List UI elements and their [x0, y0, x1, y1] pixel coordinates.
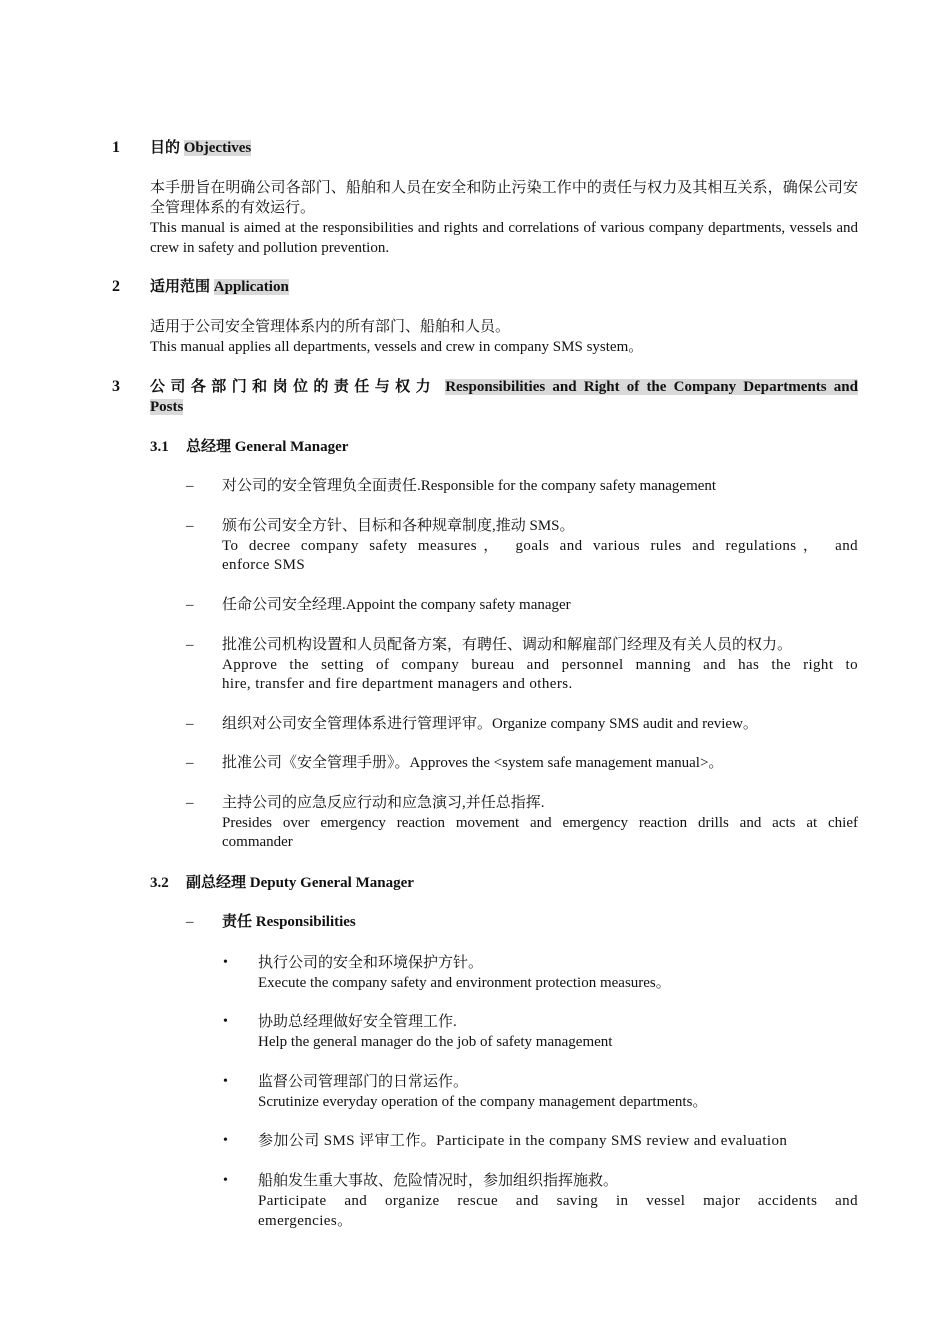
- item-text-en: Presides over emergency reaction movement and emergency reaction drills and acts at chief: [222, 814, 858, 831]
- bullet-text-en: Participate and organize rescue and saving in vessel major accidents and: [258, 1193, 858, 1209]
- item-text-en-cont: commander: [222, 834, 293, 850]
- dash-marker: –: [186, 597, 194, 613]
- item-text-zh: 颁布公司安全方针、目标和各种规章制度,推动 SMS。: [222, 518, 575, 534]
- bullet-text-en: Scrutinize everyday operation of the company management departments。: [258, 1094, 708, 1110]
- section-title-zh: 目的: [150, 140, 184, 156]
- section-title-en-cont: Posts: [150, 399, 184, 415]
- dash-marker: –: [186, 755, 194, 771]
- item-text-en-cont: enforce SMS: [222, 557, 306, 573]
- section-number: 1: [112, 139, 120, 156]
- dash-marker: –: [186, 478, 194, 494]
- section-title-zh: 公司各部门和岗位的责任与权力: [150, 379, 446, 395]
- section-title-en: Responsibilities and Right of the Company Departments and: [445, 379, 858, 395]
- bullet-marker: •: [223, 1014, 228, 1029]
- subsection-3-1-heading: [150, 437, 850, 457]
- paragraph-en: This manual applies all departments, vessels and crew in company SMS system。: [150, 339, 644, 355]
- responsibilities-label: 责任 Responsibilities: [222, 914, 356, 930]
- bullet-text-zh: 执行公司的安全和环境保护方针。: [258, 955, 484, 971]
- paragraph-zh: 本手册旨在明确公司各部门、船舶和人员在安全和防止污染工作中的责任与权力及其相互关系，确保公司安全管理体系的有效运行。: [150, 180, 858, 216]
- bullet-marker: •: [223, 1133, 228, 1148]
- section-title-en: Application: [213, 279, 289, 295]
- item-text-zh: 批准公司机构设置和人员配备方案，有聘任、调动和解雇部门经理及有关人员的权力。: [222, 637, 793, 653]
- bullet-text-en: Help the general manager do the job of safety management: [258, 1034, 613, 1050]
- section-title-en: Objectives: [183, 140, 252, 156]
- bullet-marker: •: [223, 955, 228, 970]
- bullet-marker: •: [223, 1173, 228, 1188]
- bullet-text-zh: 船舶发生重大事故、危险情况时，参加组织指挥施救。: [258, 1173, 619, 1189]
- item-text-en: To decree company safety measures， goals and various rules and regulations， and: [222, 537, 858, 554]
- section-number: 2: [112, 278, 120, 295]
- bullet-text-en-cont: emergencies。: [258, 1213, 353, 1229]
- subsection-number: 3.2: [150, 875, 169, 891]
- subsection-3-2-heading: [150, 873, 850, 893]
- dash-marker: –: [186, 716, 194, 732]
- item-text: 对公司的安全管理负全面责任.Responsible for the company safety management: [222, 478, 717, 494]
- section-number: 3: [112, 378, 120, 395]
- bullet-text-zh: 协助总经理做好安全管理工作.: [258, 1014, 457, 1030]
- dash-marker: –: [186, 518, 194, 534]
- item-text-en-cont: hire, transfer and fire department managers and others.: [222, 676, 573, 692]
- bullet-text-zh: 监督公司管理部门的日常运作。: [258, 1074, 469, 1090]
- section-title-zh: 适用范围: [150, 279, 214, 295]
- paragraph-en: This manual is aimed at the responsibilities and rights and correlations of various company departments, vessels and crew in safety and pollution prevention.: [150, 220, 858, 256]
- subsection-title: 副总经理 Deputy General Manager: [186, 875, 414, 891]
- item-text-zh: 主持公司的应急反应行动和应急演习,并任总指挥.: [222, 795, 545, 811]
- dash-marker: –: [186, 637, 194, 653]
- subsection-number: 3.1: [150, 439, 169, 455]
- section-2-paragraph: [150, 317, 858, 357]
- dash-marker: –: [186, 795, 194, 811]
- section-1-paragraph: [150, 178, 858, 258]
- item-text-en: Approve the setting of company bureau and personnel manning and has the right to: [222, 656, 858, 673]
- bullet-marker: •: [223, 1074, 228, 1089]
- item-text: 批准公司《安全管理手册》。Approves the <system safe management manual>。: [222, 755, 724, 771]
- dash-marker: –: [186, 914, 194, 930]
- item-text: 任命公司安全经理.Appoint the company safety manager: [222, 597, 571, 613]
- bullet-text-en: Execute the company safety and environment protection measures。: [258, 975, 671, 991]
- item-text: 组织对公司安全管理体系进行管理评审。Organize company SMS audit and review。: [222, 716, 758, 732]
- bullet-text: 参加公司 SMS 评审工作。Participate in the company SMS review and evaluation: [258, 1133, 788, 1149]
- subsection-title: 总经理 General Manager: [186, 439, 349, 455]
- paragraph-zh: 适用于公司安全管理体系内的所有部门、船舶和人员。: [150, 319, 511, 335]
